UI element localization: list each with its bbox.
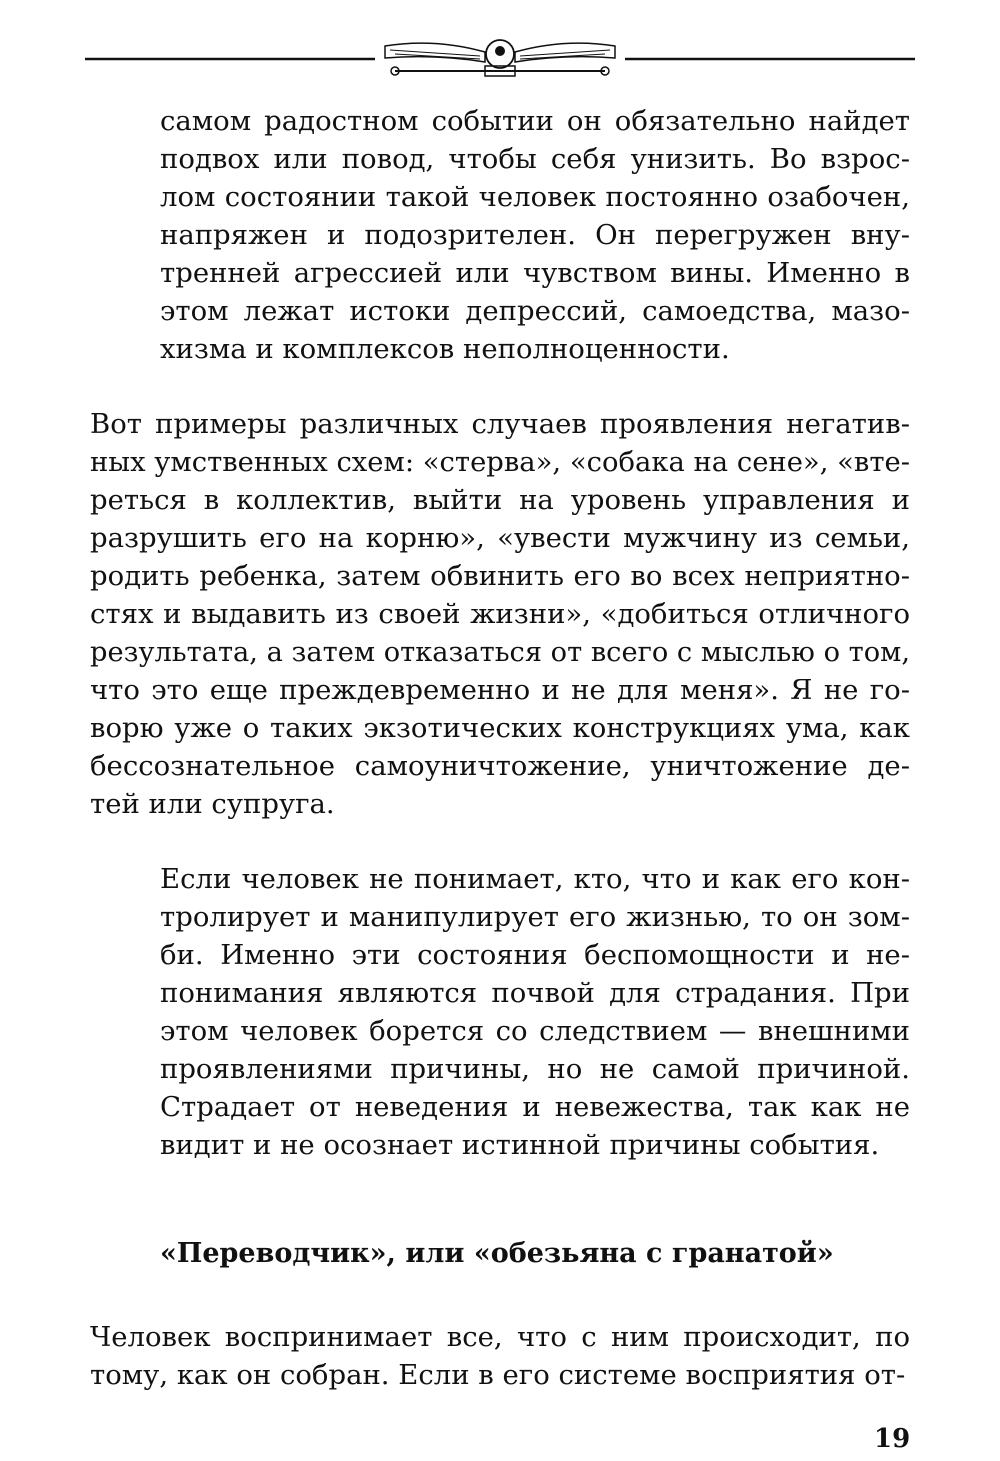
text-line: понимания являются почвой для страдания. При [160, 977, 910, 1009]
text-line: Вот примеры различных случаев проявления негатив- [90, 408, 910, 440]
text-line: лом состоянии такой человек постоянно озабочен, [160, 181, 910, 213]
text-line: самом радостном событии он обязательно найдет [160, 105, 910, 137]
text-line: проявлениями причины, но не самой причиной. [160, 1053, 910, 1085]
text-line: ворю уже о таких экзотических конструкциях ума, как [90, 712, 910, 744]
text-line: би. Именно эти состояния беспомощности и не- [160, 939, 910, 971]
winged-emblem-icon [85, 24, 915, 84]
text-line: тролирует и манипулирует его жизнью, то он зом- [160, 901, 910, 933]
text-line: этом лежат истоки депрессий, самоедства, мазо- [160, 295, 910, 327]
text-line: реться в коллектив, выйти на уровень управления и [90, 484, 910, 516]
text-line: бессознательное самоуничтожение, уничтожение де- [90, 750, 910, 782]
text-line: видит и не осознает истинной причины события. [160, 1129, 880, 1161]
text-line: тренней агрессией или чувством вины. Именно в [160, 257, 910, 289]
text-line: тей или супруга. [90, 788, 335, 820]
text-line: подвох или повод, чтобы себя унизить. Во взрос- [160, 143, 910, 175]
text-line: что это еще преждевременно и не для меня». Я не го- [90, 674, 910, 706]
header-ornament [85, 24, 915, 84]
text-line: родить ребенка, затем обвинить его во всех неприятно- [90, 560, 910, 592]
text-line: стях и выдавить из своей жизни», «добиться отличного [90, 598, 910, 630]
text-line: хизма и комплексов неполноценности. [160, 333, 730, 365]
text-line: разрушить его на корню», «увести мужчину из семьи, [90, 522, 910, 554]
text-line: ных умственных схем: «стерва», «собака на сене», «вте- [90, 446, 910, 478]
text-line: напряжен и подозрителен. Он перегружен вну- [160, 219, 910, 251]
text-line: Страдает от неведения и невежества, так как не [160, 1091, 910, 1123]
section-heading: «Переводчик», или «обезьяна с гранатой» [160, 1238, 834, 1269]
text-line: результата, а затем отказаться от всего с мыслью о том, [90, 636, 910, 668]
text-line: Если человек не понимает, кто, что и как его кон- [160, 863, 910, 895]
text-line: этом человек борется со следствием — внешними [160, 1015, 910, 1047]
text-line: тому, как он собран. Если в его системе восприятия от- [90, 1359, 906, 1391]
page-number: 19 [874, 1424, 911, 1454]
text-line: Человек воспринимает все, что с ним происходит, по [90, 1321, 910, 1353]
